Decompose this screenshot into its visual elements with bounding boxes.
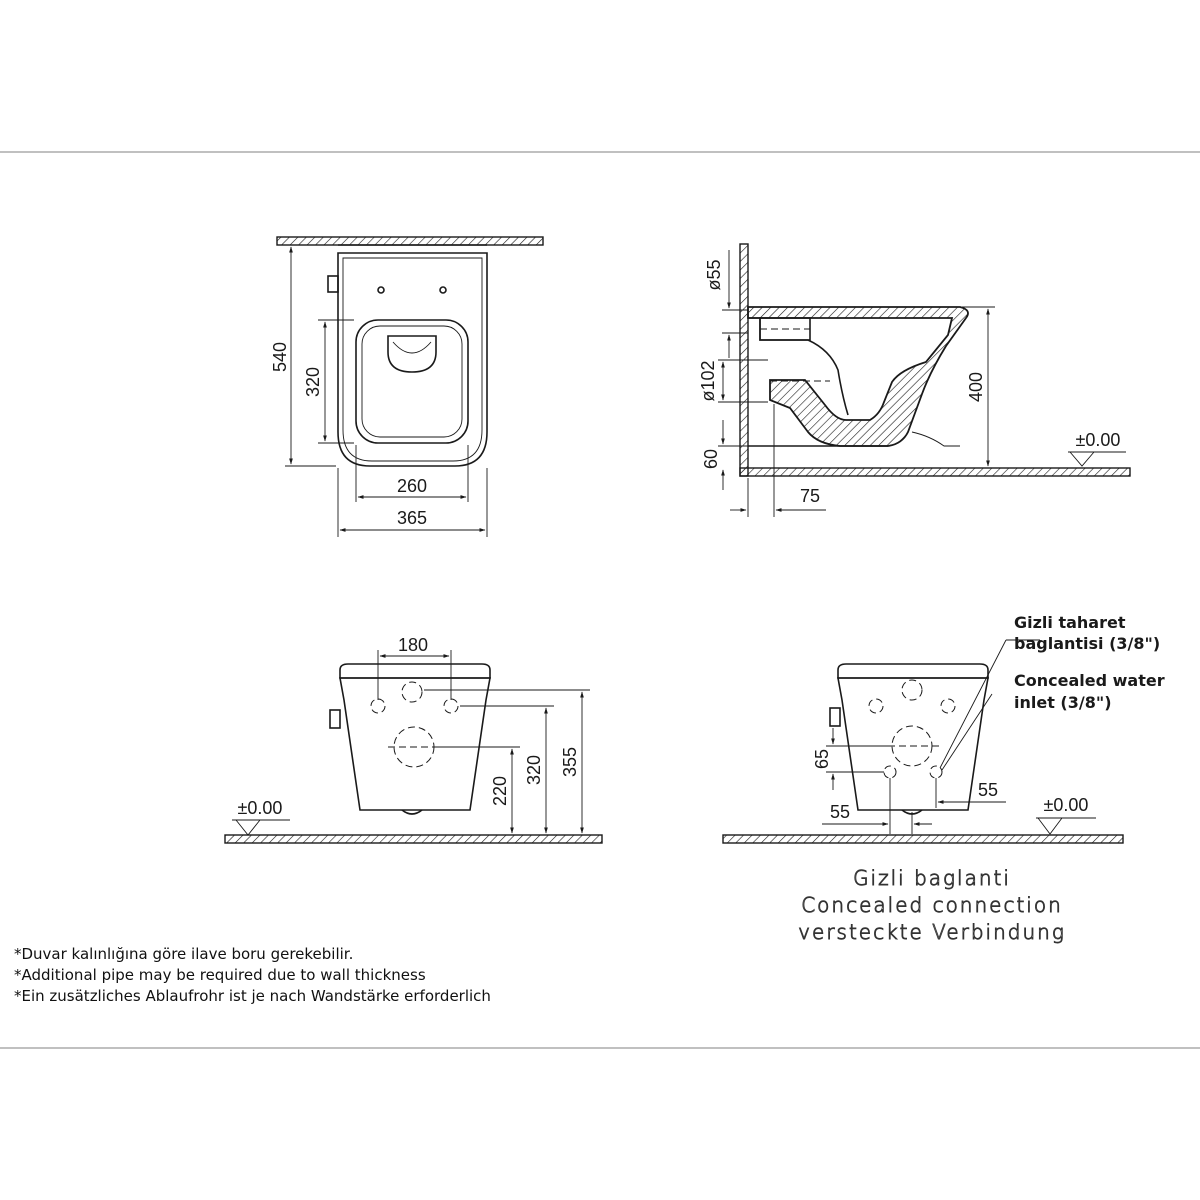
dim-height-320: 320 <box>524 754 544 786</box>
bowl-opening-top <box>356 320 468 443</box>
dim-height-355: 355 <box>560 746 580 778</box>
note-de: *Ein zusätzliches Ablaufrohr ist je nach Wandstärke erforderlich <box>14 987 491 1005</box>
bowl-outline-rear-right <box>838 678 988 810</box>
seat-lid-rear-left <box>340 664 490 678</box>
dim-height-220: 220 <box>490 775 510 807</box>
seat-lid-rear-right <box>838 664 988 678</box>
note-tr: *Duvar kalınlığına göre ilave boru gerekebilir. <box>14 945 354 963</box>
dim-wall-offset: 75 <box>799 486 821 506</box>
floor-level-marker-rear-left <box>236 820 260 835</box>
floor-section-rear-right <box>723 835 1123 843</box>
leader-taharet <box>940 640 1006 768</box>
dim-vertical-65: 65 <box>812 748 832 770</box>
dim-inner-width: 260 <box>396 476 428 496</box>
bolt-hole-right <box>440 287 446 293</box>
label-inlet-line2: inlet (3/8") <box>1014 693 1112 712</box>
note-en: *Additional pipe may be required due to wall thickness <box>14 966 426 984</box>
dim-overall-width: 365 <box>396 508 428 528</box>
dim-overall-length: 540 <box>270 341 290 373</box>
caption-tr: Gizli baglanti <box>853 866 1011 890</box>
concealed-connection-left <box>884 766 896 778</box>
caption-en: Concealed connection <box>801 893 1063 917</box>
rear-view-right <box>723 613 1165 944</box>
floor-section-side <box>740 468 1130 476</box>
side-inlet-top <box>328 276 338 292</box>
floor-level-rear-left: ±0.00 <box>237 798 283 818</box>
dim-inlet-diameter: ø55 <box>704 259 724 291</box>
flush-outlet-top <box>388 336 436 372</box>
label-taharet-line2: baglantisi (3/8") <box>1014 634 1161 653</box>
rear-view-left <box>225 635 602 843</box>
floor-section-rear-left <box>225 835 602 843</box>
dim-bolt-spacing: 180 <box>397 635 429 655</box>
floor-level-rear-right: ±0.00 <box>1043 795 1089 815</box>
dim-seat-length: 320 <box>303 366 323 398</box>
floor-level-side: ±0.00 <box>1075 430 1121 450</box>
label-inlet-line1: Concealed water <box>1014 671 1165 690</box>
dim-rim-height: 400 <box>966 371 986 403</box>
dim-drain-height: 60 <box>701 448 721 470</box>
bowl-outline-rear-left <box>340 678 490 810</box>
dim-offset-right: 55 <box>977 780 999 800</box>
bowl-section <box>748 307 968 446</box>
footnotes <box>14 944 491 1007</box>
top-view <box>270 237 543 537</box>
side-view <box>698 244 1130 517</box>
caption-de: versteckte Verbindung <box>798 920 1066 944</box>
dim-offset-left: 55 <box>829 802 851 822</box>
side-inlet-rear-right <box>830 708 840 726</box>
side-inlet-rear-left <box>330 710 340 728</box>
bolt-hole-left <box>378 287 384 293</box>
dim-drain-diameter: ø102 <box>698 360 718 402</box>
floor-level-marker-rear-right <box>1038 818 1062 834</box>
leader-inlet <box>942 694 992 770</box>
wall-section-top <box>277 237 543 245</box>
floor-level-marker-side <box>1070 452 1094 466</box>
label-taharet-line1: Gizli taharet <box>1014 613 1126 632</box>
